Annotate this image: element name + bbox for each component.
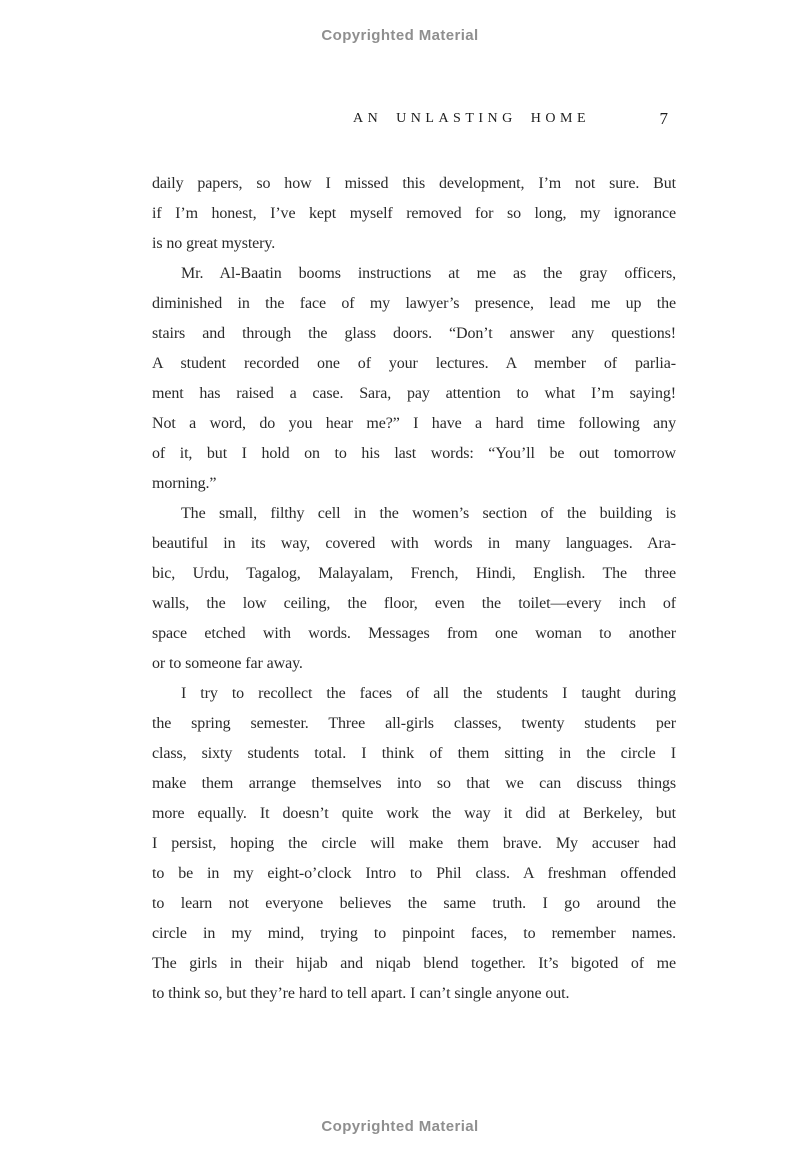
body-text	[152, 169, 676, 1009]
text-line: class, sixty students total. I think of them sitting in the circle I	[152, 745, 676, 762]
text-line: diminished in the face of my lawyer’s presence, lead me up the	[152, 295, 676, 312]
copyright-notice-top: Copyrighted Material	[321, 27, 479, 44]
text-line: to learn not everyone believes the same truth. I go around the	[152, 895, 676, 912]
paragraph	[152, 499, 676, 679]
paragraph	[152, 259, 676, 499]
paragraph	[152, 169, 676, 259]
text-line: ment has raised a case. Sara, pay attention to what I’m saying!	[152, 385, 676, 402]
text-line: space etched with words. Messages from one woman to another	[152, 625, 676, 642]
text-line: make them arrange themselves into so that we can discuss things	[152, 775, 676, 792]
book-title-header: AN UNLASTING HOME	[352, 111, 590, 126]
running-header	[152, 111, 676, 131]
text-line: if I’m honest, I’ve kept myself removed for so long, my ignorance	[152, 205, 676, 222]
text-line: A student recorded one of your lectures. A member of parlia-	[152, 355, 676, 372]
text-line: to think so, but they’re hard to tell apart. I can’t single anyone out.	[152, 985, 570, 1002]
text-line: The small, filthy cell in the women’s section of the building is	[181, 505, 676, 522]
text-line: walls, the low ceiling, the floor, even the toilet—every inch of	[152, 595, 676, 612]
page-number: 7	[659, 109, 668, 128]
text-line: Mr. Al-Baatin booms instructions at me as the gray officers,	[181, 265, 676, 282]
text-line: bic, Urdu, Tagalog, Malayalam, French, Hindi, English. The three	[152, 565, 676, 582]
text-line: or to someone far away.	[152, 655, 303, 672]
text-line: stairs and through the glass doors. “Don’t answer any questions!	[152, 325, 676, 342]
text-line: I try to recollect the faces of all the students I taught during	[181, 685, 676, 702]
text-line: beautiful in its way, covered with words in many languages. Ara-	[152, 535, 676, 552]
text-line: the spring semester. Three all-girls classes, twenty students per	[152, 715, 676, 732]
text-line: morning.”	[152, 475, 217, 492]
text-line: to be in my eight-o’clock Intro to Phil class. A freshman offended	[152, 865, 676, 882]
text-line: circle in my mind, trying to pinpoint faces, to remember names.	[152, 925, 676, 942]
paragraph	[152, 679, 676, 1009]
text-line: more equally. It doesn’t quite work the way it did at Berkeley, but	[152, 805, 676, 822]
text-line: of it, but I hold on to his last words: “You’ll be out tomorrow	[152, 445, 676, 462]
text-line: is no great mystery.	[152, 235, 276, 252]
text-line: daily papers, so how I missed this development, I’m not sure. But	[152, 175, 676, 192]
text-line: Not a word, do you hear me?” I have a hard time following any	[152, 415, 676, 432]
text-line: I persist, hoping the circle will make them brave. My accuser had	[152, 835, 676, 852]
text-line: The girls in their hijab and niqab blend together. It’s bigoted of me	[152, 955, 676, 972]
copyright-notice-bottom: Copyrighted Material	[321, 1118, 479, 1135]
